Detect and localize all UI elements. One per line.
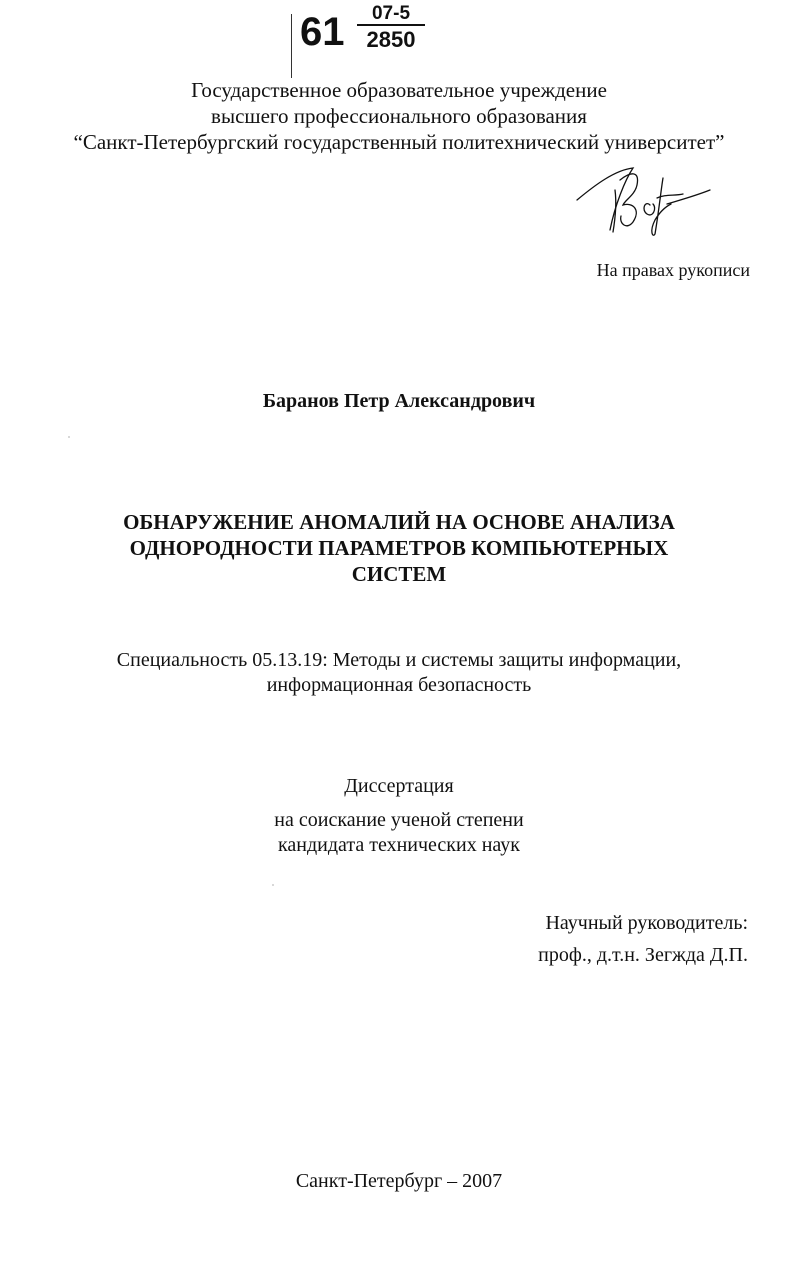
title-line: ОБНАРУЖЕНИЕ АНОМАЛИЙ НА ОСНОВЕ АНАЛИЗА	[123, 510, 675, 534]
stamp-vertical-line	[291, 14, 292, 78]
stamp-fraction-bottom: 2850	[366, 27, 416, 52]
title-line: ОДНОРОДНОСТИ ПАРАМЕТРОВ КОМПЬЮТЕРНЫХ	[129, 536, 669, 560]
stamp-fraction-line	[357, 24, 425, 26]
title-line: СИСТЕМ	[351, 562, 447, 586]
specialty-block	[0, 648, 798, 698]
signature-icon	[575, 160, 715, 240]
stamp-fraction-top: 07-5	[371, 4, 411, 20]
scan-speck	[68, 436, 70, 438]
author-name: Баранов Петр Александрович	[262, 390, 536, 412]
degree-block	[0, 808, 798, 858]
degree-line: на соискание ученой степени	[274, 809, 524, 831]
archive-stamp-number: 61	[300, 10, 345, 54]
institution-line: “Санкт-Петербургский государственный политехнический университет”	[73, 130, 725, 154]
place-and-year: Санкт-Петербург – 2007	[295, 1170, 503, 1192]
scan-speck	[272, 884, 274, 886]
degree-line: кандидата технических наук	[277, 834, 521, 856]
supervisor-label: Научный руководитель:	[545, 912, 748, 934]
supervisor-name: проф., д.т.н. Зегжда Д.П.	[538, 944, 748, 966]
institution-line: высшего профессионального образования	[211, 104, 587, 128]
work-type: Диссертация	[344, 775, 454, 797]
specialty-line: Специальность 05.13.19: Методы и системы защиты информации,	[116, 649, 682, 671]
specialty-line: информационная безопасность	[266, 674, 532, 696]
institution-block	[0, 77, 798, 155]
rights-note: На правах рукописи	[596, 260, 750, 280]
archive-stamp-fraction	[357, 4, 425, 52]
institution-line: Государственное образовательное учреждение	[191, 78, 607, 102]
dissertation-title	[0, 509, 798, 587]
